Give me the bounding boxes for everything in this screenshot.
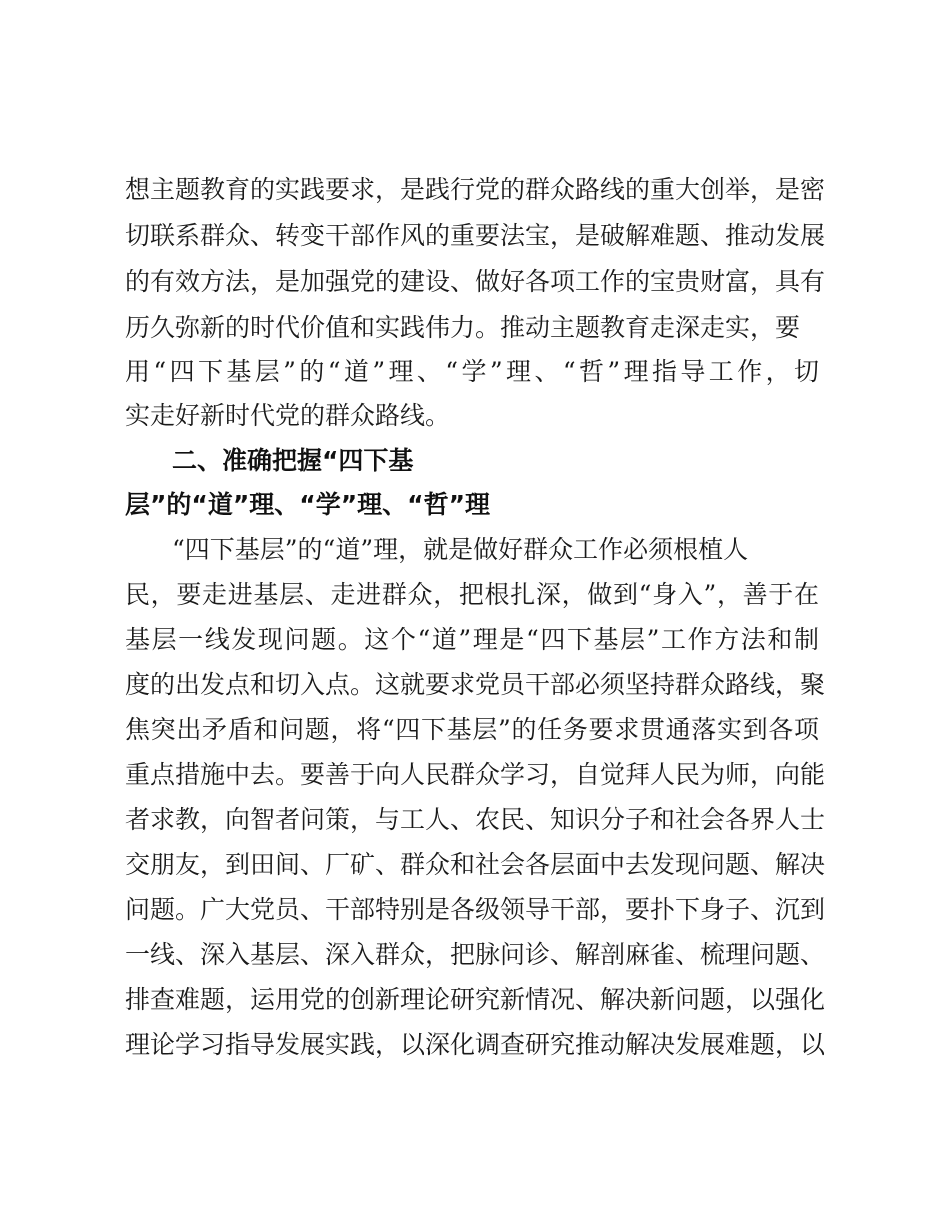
paragraph-line: 用“四下基层”的“道”理、“学”理、“哲”理指导工作，切	[125, 357, 819, 386]
paragraph-line: 一线、深入基层、深入群众，把脉问诊、解剖麻雀、梳理问题、	[125, 940, 826, 969]
paragraph-line: 想主题教育的实践要求，是践行党的群众路线的重大创举，是密	[125, 175, 826, 204]
paragraph-line: 焦突出矛盾和问题，将“四下基层”的任务要求贯通落实到各项	[125, 715, 819, 744]
paragraph-line: 切联系群众、转变干部作风的重要法宝，是破解难题、推动发展	[125, 221, 826, 250]
paragraph-line: 度的出发点和切入点。这就要求党员干部必须坚持群众路线，聚	[125, 670, 826, 699]
paragraph-line: 排查难题，运用党的创新理论研究新情况、解决新问题，以强化	[125, 985, 826, 1014]
paragraph-line: 基层一线发现问题。这个“道”理是“四下基层”工作方法和制	[125, 625, 819, 654]
paragraph-line: 的有效方法，是加强党的建设、做好各项工作的宝贵财富，具有	[125, 267, 826, 296]
section-heading-line-2: 层”的“道”理、“学”理、“哲”理	[125, 490, 491, 519]
section-heading-line-1: 二、准确把握“四下基	[172, 446, 414, 475]
paragraph-line: 问题。广大党员、干部特别是各级领导干部，要扑下身子、沉到	[125, 895, 826, 924]
paragraph-line: 交朋友，到田间、厂矿、群众和社会各层面中去发现问题、解决	[125, 850, 826, 879]
paragraph-line: 重点措施中去。要善于向人民群众学习，自觉拜人民为师，向能	[125, 760, 826, 789]
paragraph-line: 民，要走进基层、走进群众，把根扎深，做到“身入”，善于在	[125, 580, 819, 609]
paragraph-line: 历久弥新的时代价值和实践伟力。推动主题教育走深走实，要	[125, 313, 801, 342]
paragraph-line: “四下基层”的“道”理，就是做好群众工作必须根植人	[172, 535, 749, 564]
paragraph-line: 者求教，向智者问策，与工人、农民、知识分子和社会各界人士	[125, 805, 826, 834]
paragraph-line: 理论学习指导发展实践，以深化调查研究推动解决发展难题，以	[125, 1030, 826, 1059]
paragraph-line: 实走好新时代党的群众路线。	[125, 401, 451, 430]
